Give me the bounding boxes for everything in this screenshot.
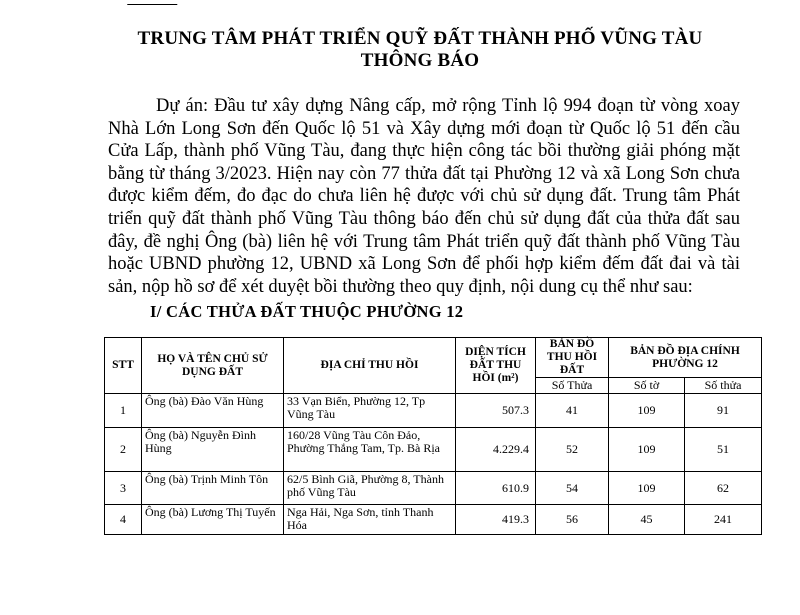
notice-paragraph: Dự án: Đầu tư xây dựng Nâng cấp, mở rộng Tỉnh lộ 994 đoạn từ vòng xoay Nhà Lớn Long Sơn đến Quốc lộ 51 và Xây dựng mới đoạn từ Quốc lộ 51 đến cầu Cửa Lấp, thành phố Vũng Tàu, đang thực hiện công tác bồi thường giải phóng mặt bằng từ tháng 3/2023. Hiện nay còn 77 thửa đất tại Phường 12 và xã Long Sơn chưa được kiểm đếm, đo đạc do chưa liên hệ được với chủ sử dụng đất. Trung tâm Phát triển quỹ đất thành phố Vũng Tàu thông báo đến chủ sử dụng đất của thửa đất sau đây, đề nghị Ông (bà) liên hệ với Trung tâm Phát triển quỹ đất thành phố Vũng Tàu hoặc UBND phường 12, UBND xã Long Sơn để phối hợp kiểm đếm đất đai và tài sản, nộp hồ sơ để xét duyệt bồi thường theo quy định, nội dung cụ thể như sau: [108, 96, 740, 297]
cell-address: 160/28 Vũng Tàu Côn Đảo, Phường Thắng Tam, Tp. Bà Rịa [284, 428, 456, 472]
cell-stt: 2 [105, 428, 142, 472]
cell-recovery-parcel: 52 [536, 428, 609, 472]
cell-recovery-parcel: 56 [536, 505, 609, 535]
table-row [105, 472, 762, 505]
table-row [105, 394, 762, 428]
header-sheet-no: Số tờ [609, 378, 685, 394]
cell-recovery-parcel: 54 [536, 472, 609, 505]
cell-sheet: 109 [609, 394, 685, 428]
section-heading: I/ CÁC THỬA ĐẤT THUỘC PHƯỜNG 12 [150, 302, 464, 321]
cell-stt: 4 [105, 505, 142, 535]
cell-stt: 1 [105, 394, 142, 428]
cell-owner: Ông (bà) Nguyễn Đình Hùng [142, 428, 284, 472]
table-row [105, 428, 762, 472]
cell-parcel: 51 [685, 428, 762, 472]
notice-title: THÔNG BÁO [360, 50, 480, 71]
cell-area: 610.9 [456, 472, 536, 505]
cell-owner: Ông (bà) Trịnh Minh Tôn [142, 472, 284, 505]
header-area: DIỆN TÍCH ĐẤT THU HỒI (m²) [456, 338, 536, 394]
cell-area: 507.3 [456, 394, 536, 428]
header-parcel-no-2: Số thửa [685, 378, 762, 394]
cell-sheet: 109 [609, 428, 685, 472]
cell-address: 33 Vạn Biển, Phường 12, Tp Vũng Tàu [284, 394, 456, 428]
cell-address: 62/5 Bình Giã, Phường 8, Thành phố Vũng Tàu [284, 472, 456, 505]
cell-parcel: 241 [685, 505, 762, 535]
cell-address: Nga Hải, Nga Sơn, tỉnh Thanh Hóa [284, 505, 456, 535]
header-cadastral-map: BẢN ĐỒ ĐỊA CHÍNH PHƯỜNG 12 [609, 338, 762, 378]
land-parcel-table [104, 337, 762, 535]
cell-area: 4.229.4 [456, 428, 536, 472]
cell-sheet: 109 [609, 472, 685, 505]
cell-recovery-parcel: 41 [536, 394, 609, 428]
cell-sheet: 45 [609, 505, 685, 535]
cell-parcel: 62 [685, 472, 762, 505]
header-address: ĐỊA CHỈ THU HỒI [284, 338, 456, 394]
cell-parcel: 91 [685, 394, 762, 428]
cell-stt: 3 [105, 472, 142, 505]
header-owner: HỌ VÀ TÊN CHỦ SỬ DỤNG ĐẤT [142, 338, 284, 394]
cell-owner: Ông (bà) Đào Văn Hùng [142, 394, 284, 428]
cell-owner: Ông (bà) Lương Thị Tuyến [142, 505, 284, 535]
cell-area: 419.3 [456, 505, 536, 535]
table-row [105, 505, 762, 535]
header-parcel-no: Số Thửa [536, 378, 609, 394]
stray-mark [127, 0, 179, 5]
header-stt: STT [105, 338, 142, 394]
agency-title: TRUNG TÂM PHÁT TRIỂN QUỸ ĐẤT THÀNH PHỐ VŨNG TÀU [137, 28, 703, 49]
header-recovery-map: BẢN ĐỒ THU HỒI ĐẤT [536, 338, 609, 378]
